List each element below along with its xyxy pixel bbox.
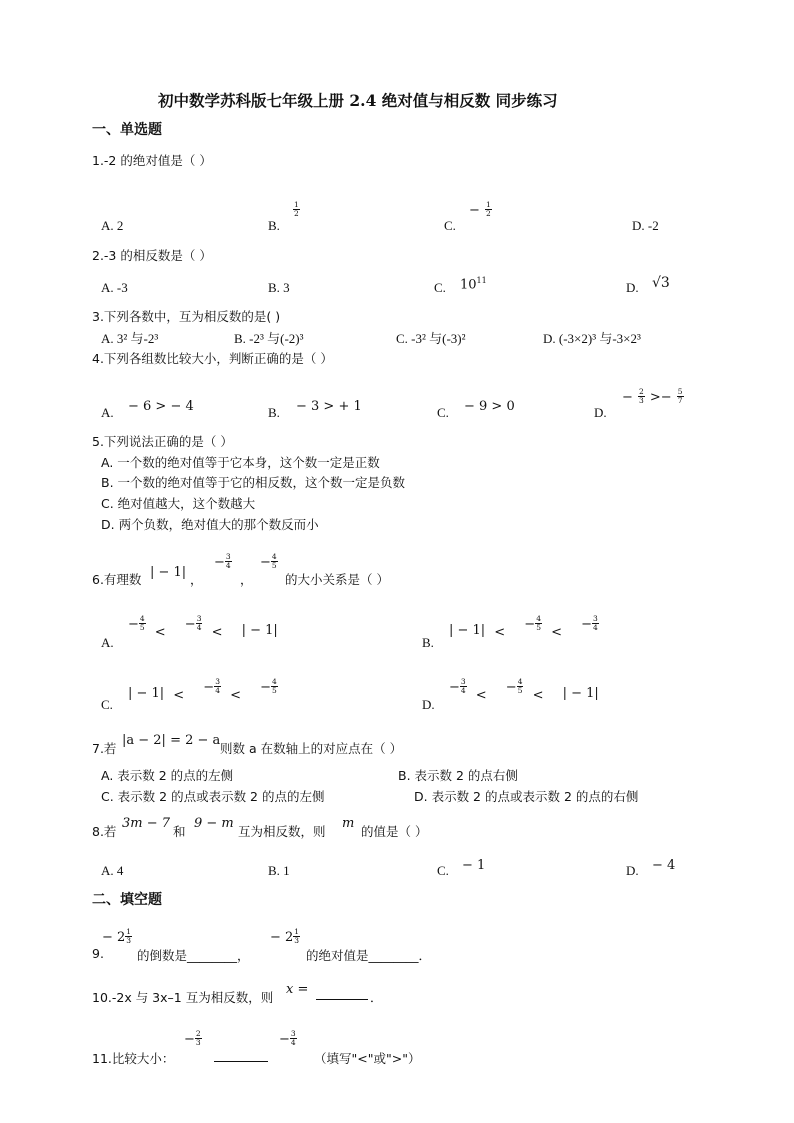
q10-answer-blank[interactable] (316, 989, 368, 1000)
q8-option-a: A. 4 (101, 863, 124, 878)
q4-option-b-expr: − 3 > + 1 (296, 399, 362, 414)
page-title: 初中数学苏科版七年级上册 2.4 绝对值与相反数 同步练习 (158, 91, 558, 110)
question-6-prefix: 6.有理数 (92, 572, 142, 587)
q6-fraction-4-5: − $\frac{4}{5}$ (260, 552, 277, 570)
q4-option-c: C. (437, 405, 449, 420)
q6-abs-minus-one: | − 1| (150, 565, 187, 580)
q3-option-b: B. -2³ 与(-2)³ (234, 331, 304, 346)
section-heading-single-choice: 一、单选题 (92, 122, 162, 138)
q8-variable-m: m (342, 816, 355, 831)
q4-option-d-expr: − $\frac{2}{3}$ >− $\frac{5}{7}$ (622, 387, 683, 405)
q1-option-b: B. (268, 218, 280, 233)
q8-and: 和 (173, 824, 186, 839)
q6-option-d: D. (422, 697, 435, 712)
q7-option-a: A. 表示数 2 的点的左侧 (101, 768, 234, 783)
q6-option-d-expr: − $\frac{3}{4}$ $_<$ − $\frac{4}{5}$ $_<$ $_{| - 1|}$ (449, 677, 599, 703)
question-1-stem: 1.-2 的绝对值是（ ） (92, 153, 212, 168)
q7-equation: |a − 2| = 2 − a (122, 733, 221, 748)
question-6-suffix: 的大小关系是（ ） (285, 572, 389, 587)
q5-option-c: C. 绝对值越大，这个数越大 (101, 496, 256, 511)
q8-option-c: C. (437, 863, 449, 878)
q11-fraction-2-3: − $\frac{2}{3}$ (184, 1029, 201, 1047)
question-2-stem: 2.-3 的相反数是（ ） (92, 248, 212, 263)
q6-option-b: B. (422, 635, 434, 650)
q6-fraction-3-4: − $\frac{3}{4}$ (214, 552, 231, 570)
q6-option-c-expr: $_{| - 1|}$ $_<$ − $\frac{3}{4}$ $_<$ − $\frac{4}{5}$ (128, 677, 277, 703)
question-4-stem: 4.下列各组数比较大小，判断正确的是（ ） (92, 351, 333, 366)
q4-option-c-expr: − 9 > 0 (464, 399, 515, 414)
q3-option-d: D. (-3×2)³ 与-3×2³ (543, 331, 641, 346)
q4-option-d: D. (594, 405, 607, 420)
q6-option-a-expr: − $\frac{4}{5}$ $_<$ − $\frac{3}{4}$ $_<$ $_{| - 1|}$ (128, 614, 278, 640)
q5-option-d: D. 两个负数，绝对值大的那个数反而小 (101, 517, 319, 532)
q1-option-c: C. (444, 218, 456, 233)
q11-answer-blank[interactable] (214, 1051, 268, 1062)
q7-option-b: B. 表示数 2 的点右侧 (398, 768, 518, 783)
question-7-prefix: 7.若 (92, 741, 117, 756)
q8-middle-text: 互为相反数，则 (238, 824, 326, 839)
q4-option-a-expr: − 6 > − 4 (128, 399, 194, 414)
q1-option-b-fraction: $\frac{1}{2}$ (294, 200, 299, 218)
question-11-stem: 11.比较大小： (92, 1051, 175, 1066)
question-5-stem: 5.下列说法正确的是（ ） (92, 434, 233, 449)
q2-option-d: D. (626, 280, 639, 295)
q9-mixed-number-2: − 2 $\frac{1}{3}$ (270, 927, 300, 945)
question-7-suffix: 则数 a 在数轴上的对应点在（ ） (220, 741, 403, 756)
q1-option-a: A. 2 (101, 218, 124, 233)
q4-option-a: A. (101, 405, 114, 420)
q8-expr-2: 9 − m (194, 816, 234, 831)
q4-option-b: B. (268, 405, 280, 420)
question-3-stem: 3.下列各数中，互为相反数的是( ) (92, 309, 281, 324)
q3-option-c: C. -3² 与(-3)² (396, 331, 466, 346)
q6-option-c: C. (101, 697, 113, 712)
q1-option-c-fraction: − $\frac{1}{2}$ (469, 200, 491, 218)
q10-x-equals: x = (286, 982, 309, 997)
q6-option-a: A. (101, 635, 114, 650)
q8-option-c-value: − 1 (462, 858, 486, 873)
q2-option-a: A. -3 (101, 280, 128, 295)
q9-text-absolute: 的绝对值是________． (306, 948, 432, 963)
q5-option-b: B. 一个数的绝对值等于它的相反数，这个数一定是负数 (101, 475, 406, 490)
q2-option-b: B. 3 (268, 280, 290, 295)
q9-text-reciprocal: 的倒数是________， (137, 948, 250, 963)
q3-option-a: A. 3² 与-2³ (101, 331, 159, 346)
q7-option-d: D. 表示数 2 的点或表示数 2 的点的右侧 (414, 789, 639, 804)
question-10-stem: 10.-2x 与 3x–1 互为相反数，则 (92, 990, 274, 1005)
q11-fraction-3-4: − $\frac{3}{4}$ (279, 1029, 296, 1047)
q2-option-d-sqrt: √3 (652, 275, 670, 291)
question-9-number: 9. (92, 946, 104, 961)
section-heading-fill-in: 二、填空题 (92, 892, 162, 908)
q2-option-c: C. (434, 280, 446, 295)
q6-comma-1: ， (190, 572, 203, 587)
q8-expr-1: 3m − 7 (122, 816, 171, 831)
q10-period: ． (370, 990, 383, 1005)
question-8-suffix: 的值是（ ） (361, 824, 428, 839)
q5-option-a: A. 一个数的绝对值等于它本身，这个数一定是正数 (101, 455, 380, 470)
q8-option-d: D. (626, 863, 639, 878)
q9-mixed-number-1: − 2 $\frac{1}{3}$ (102, 927, 132, 945)
q8-option-d-value: − 4 (652, 858, 676, 873)
q11-hint: （填写"<"或">"） (314, 1051, 421, 1066)
q7-option-c: C. 表示数 2 的点或表示数 2 的点的左侧 (101, 789, 325, 804)
q6-comma-2: ， (240, 572, 253, 587)
question-8-prefix: 8.若 (92, 824, 117, 839)
q6-option-b-expr: $_{| - 1|}$ $_<$ − $\frac{4}{5}$ $_<$ − $\frac{3}{4}$ (449, 614, 598, 640)
q8-option-b: B. 1 (268, 863, 290, 878)
q2-option-c-power: $10^{11}$ (460, 276, 487, 293)
q1-option-d: D. -2 (632, 218, 659, 233)
